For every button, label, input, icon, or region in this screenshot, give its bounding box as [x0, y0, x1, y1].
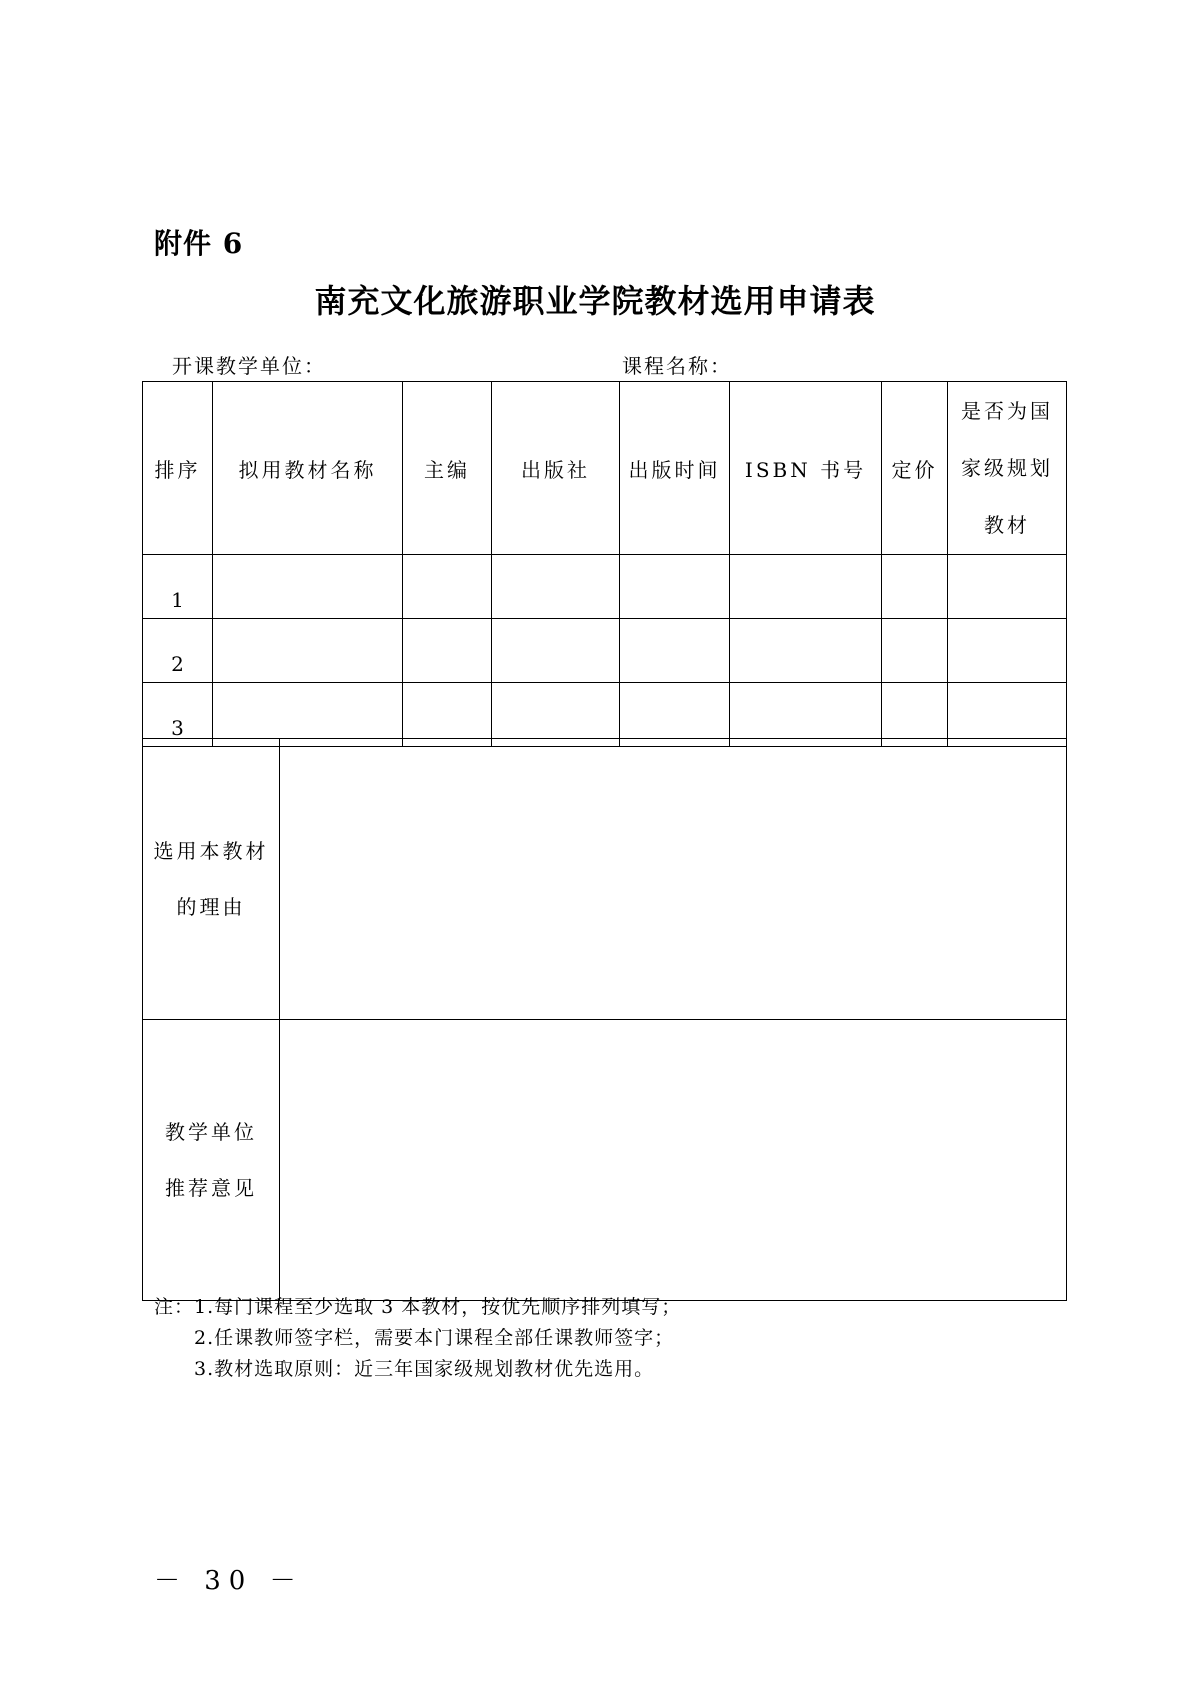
- reason-input-area[interactable]: [280, 739, 1067, 1020]
- price-cell[interactable]: [882, 683, 948, 747]
- opinion-label-line-1: 教学单位: [165, 1120, 257, 1144]
- note-line-1: 注：1.每门课程至少选取 3 本教材，按优先顺序排列填写；: [154, 1296, 682, 1318]
- header-national-plan: [948, 382, 1067, 555]
- row-number: 3: [143, 683, 213, 747]
- textbook-name-cell[interactable]: [213, 619, 403, 683]
- national-plan-cell[interactable]: [948, 555, 1067, 619]
- opinion-input-area[interactable]: [280, 1020, 1067, 1301]
- editor-cell[interactable]: [403, 555, 492, 619]
- publish-date-cell[interactable]: [620, 619, 730, 683]
- table-row: [143, 555, 1067, 619]
- table-row: [143, 619, 1067, 683]
- header-publisher: 出版社: [492, 382, 620, 555]
- opinion-label: [143, 1020, 280, 1301]
- row-number: 2: [143, 619, 213, 683]
- textbook-name-cell[interactable]: [213, 555, 403, 619]
- editor-cell[interactable]: [403, 619, 492, 683]
- textbook-name-cell[interactable]: [213, 683, 403, 747]
- editor-cell[interactable]: [403, 683, 492, 747]
- header-order: 排序: [143, 382, 213, 555]
- attachment-label: 附件 6: [154, 227, 244, 260]
- publisher-cell[interactable]: [492, 683, 620, 747]
- note-line-3: 3.教材选取原则：近三年国家级规划教材优先选用。: [194, 1358, 655, 1380]
- reason-label-line-1: 选用本教材: [153, 839, 269, 863]
- table-row: [143, 683, 1067, 747]
- teaching-unit-label: 开课教学单位：: [172, 354, 326, 378]
- publisher-cell[interactable]: [492, 619, 620, 683]
- header-row: [143, 382, 1067, 555]
- textbook-application-table: [142, 381, 1067, 747]
- row-number: 1: [143, 555, 213, 619]
- reason-label-line-2: 的理由: [176, 895, 246, 919]
- price-cell[interactable]: [882, 555, 948, 619]
- publish-date-cell[interactable]: [620, 555, 730, 619]
- isbn-cell[interactable]: [730, 555, 882, 619]
- header-national-line-1: 是否为国: [961, 398, 1053, 423]
- header-isbn: ISBN 书号: [730, 382, 882, 555]
- header-national-line-3: 教材: [984, 512, 1030, 537]
- reason-row: [143, 739, 1067, 1020]
- reason-opinion-table: [142, 738, 1067, 1301]
- reason-label: [143, 739, 280, 1020]
- form-title: 南充文化旅游职业学院教材选用申请表: [314, 282, 876, 320]
- isbn-cell[interactable]: [730, 619, 882, 683]
- header-editor: 主编: [403, 382, 492, 555]
- isbn-cell[interactable]: [730, 683, 882, 747]
- national-plan-cell[interactable]: [948, 619, 1067, 683]
- page-number: － 30 －: [154, 1566, 304, 1596]
- course-name-label: 课程名称：: [622, 354, 732, 378]
- notes: [154, 1292, 681, 1385]
- opinion-row: [143, 1020, 1067, 1301]
- note-line-2: 2.任课教师签字栏，需要本门课程全部任课教师签字；: [194, 1327, 675, 1349]
- publisher-cell[interactable]: [492, 555, 620, 619]
- header-publish-date: 出版时间: [620, 382, 730, 555]
- publish-date-cell[interactable]: [620, 683, 730, 747]
- price-cell[interactable]: [882, 619, 948, 683]
- opinion-label-line-2: 推荐意见: [165, 1176, 257, 1200]
- header-price: 定价: [882, 382, 948, 555]
- header-textbook-name: 拟用教材名称: [213, 382, 403, 555]
- header-national-line-2: 家级规划: [961, 455, 1053, 480]
- national-plan-cell[interactable]: [948, 683, 1067, 747]
